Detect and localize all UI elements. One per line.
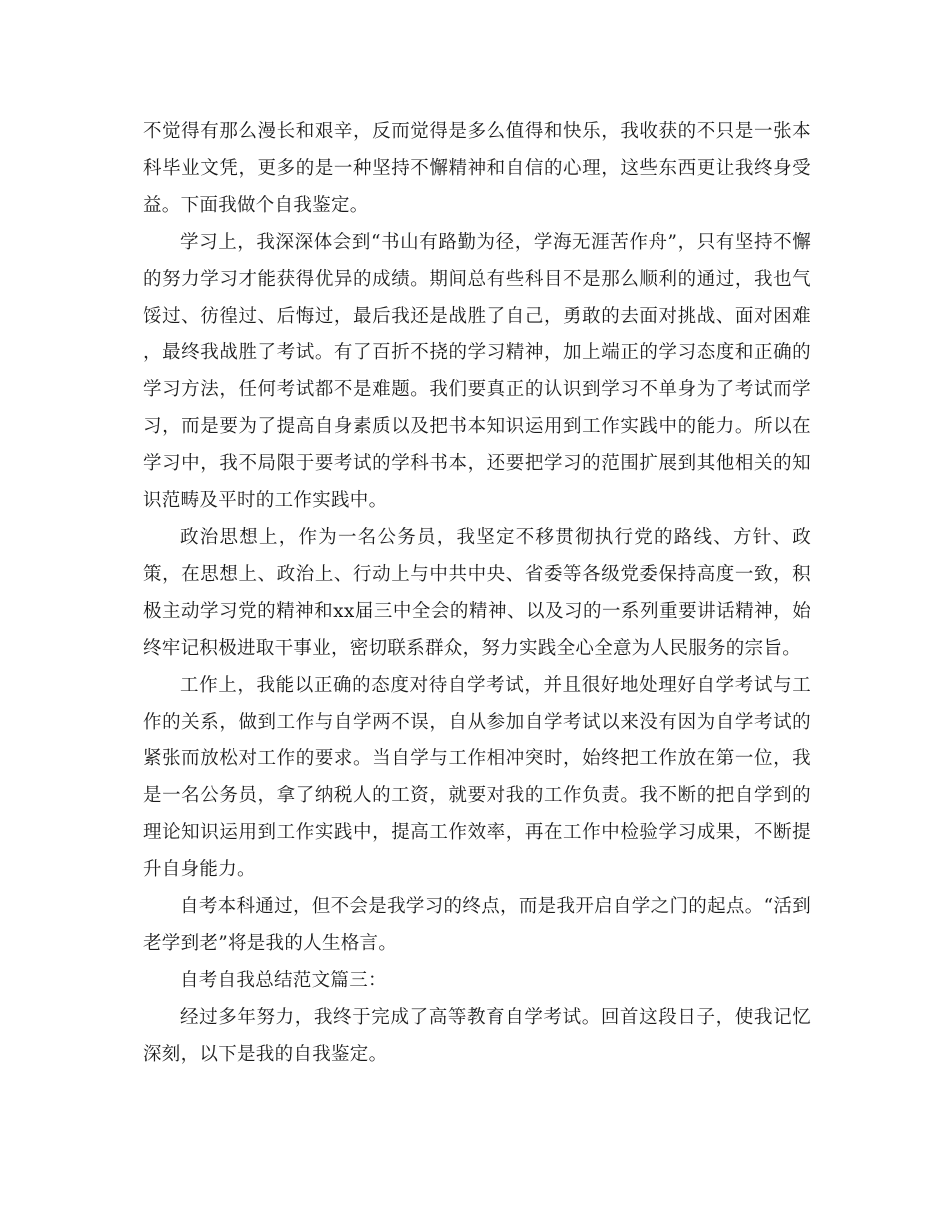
document-body [143,114,811,1074]
paragraph-conclusion: 自考本科通过，但不会是我学习的终点，而是我开启自学之门的起点。“活到老学到老”将是我的人生格言。 [143,896,811,954]
paragraph-part-three-intro: 经过多年努力，我终于完成了高等教育自学考试。回首这段日子，使我记忆深刻，以下是我的自我鉴定。 [143,1006,811,1065]
paragraph-intro-continuation: 不觉得有那么漫长和艰辛，反而觉得是多么值得和快乐，我收获的不只是一张本科毕业文凭，更多的是一种坚持不懈精神和自信的心理，这些东西更让我终身受益。下面我做个自我鉴定。 [143,121,811,216]
paragraph-study: 学习上，我深深体会到“书山有路勤为径，学海无涯苦作舟”，只有坚持不懈的努力学习才能获得优异的成绩。期间总有些科目不是那么顺利的通过，我也气馁过、彷徨过、后悔过，最后我还是战胜了自己，勇敢的去面对挑战、面对困难 ，最终我战胜了考试。有了百折不挠的学习精神，加上端正的学习态度和正确的学习方法，任何考试都不是难题。我们要真正的认识到学习不单身为了考试而学习，而是要为了提高自身素质以及把书本知识运用到工作实践中的能力。所以在学习中，我不局限于要考试的学科书本，还要把学习的范围扩展到其他相关的知识范畴及平时的工作实践中。 [143,231,811,512]
paragraph-work: 工作上，我能以正确的态度对待自学考试，并且很好地处理好自学考试与工作的关系，做到工作与自学两不误，自从参加自学考试以来没有因为自学考试的紧张而放松对工作的要求。当自学与工作相冲突时，始终把工作放在第一位，我是一名公务员，拿了纳税人的工资，就要对我的工作负责。我不断的把自学到的理论知识运用到工作实践中，提高工作效率，再在工作中检验学习成果，不断提升自身能力。 [143,674,811,881]
section-heading-part-three: 自考自我总结范文篇三： [180,969,387,991]
paragraph-political: 政治思想上，作为一名公务员，我坚定不移贯彻执行党的路线、方针、政策，在思想上、政治上、行动上与中共中央、省委等各级党委保持高度一致，积极主动学习党的精神和xx届三中全会的精神、以及习的一系列重要讲话精神，始终牢记积极进取干事业，密切联系群众，努力实践全心全意为人民服务的宗旨。 [143,526,811,659]
